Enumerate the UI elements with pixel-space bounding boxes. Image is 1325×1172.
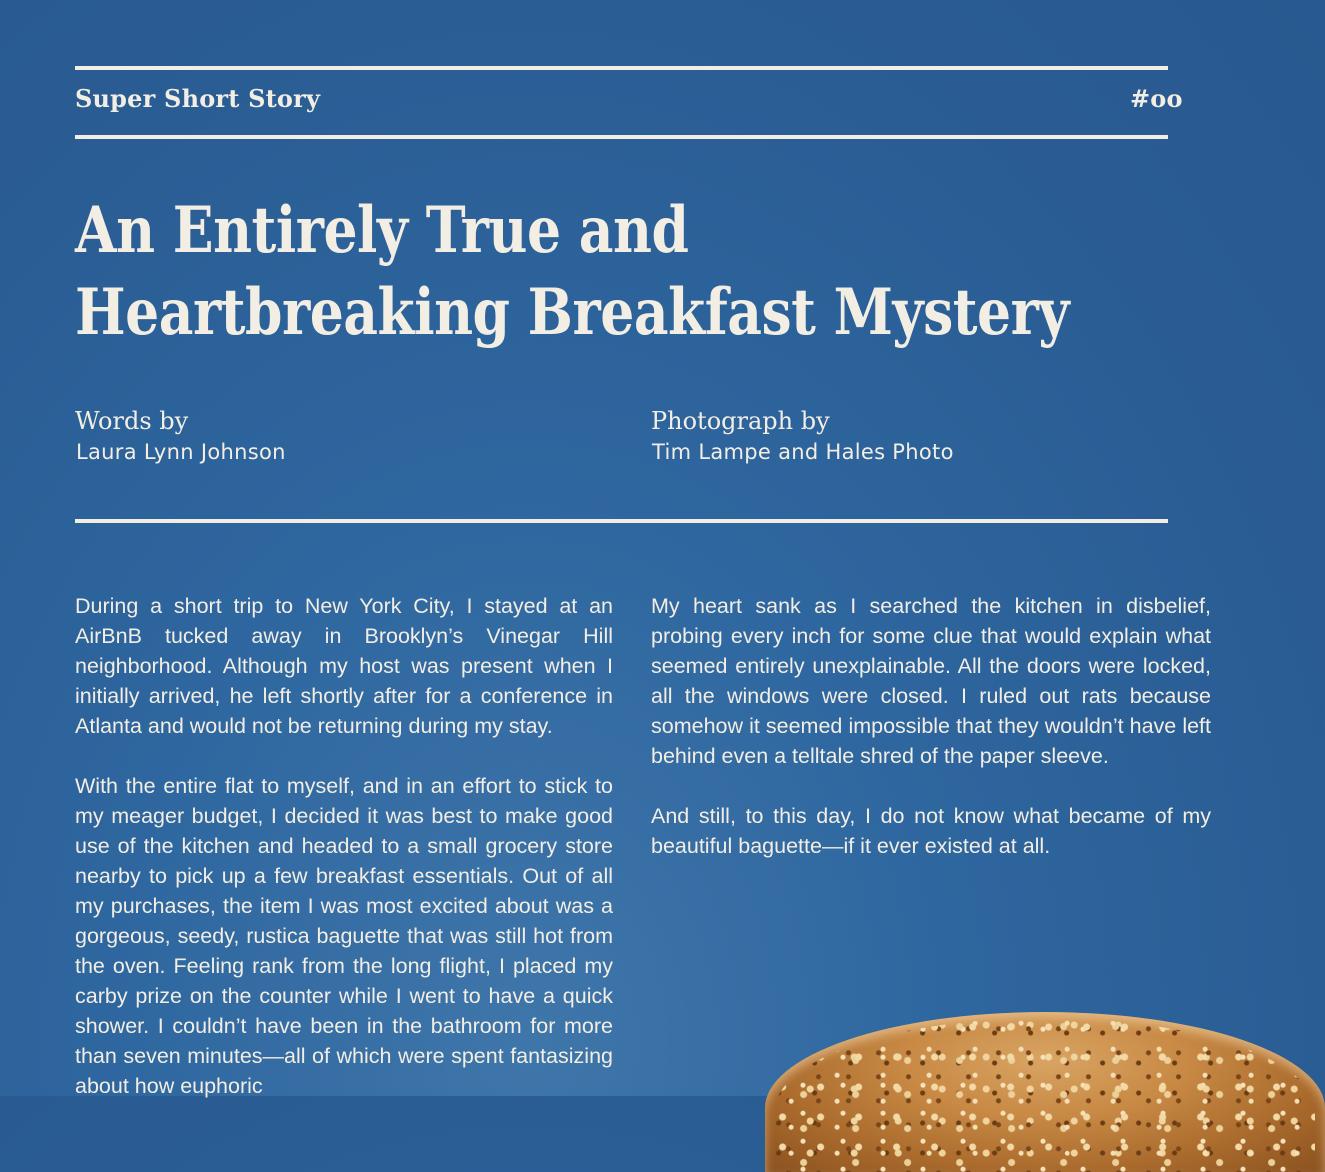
story-column-left bbox=[75, 591, 613, 1131]
title-line-2: Heartbreaking Breakfast Mystery bbox=[75, 275, 1070, 350]
section-label: Super Short Story bbox=[75, 84, 321, 113]
credits-bottom-rule bbox=[75, 519, 1168, 523]
words-by-label: Words by bbox=[75, 407, 189, 435]
paragraph: My heart sank as I searched the kitchen in disbelief, probing every inch for some clue that would explain what seemed entirely unexplainable. All the doors were locked, all the windows were closed. I ruled out rats because somehow it seemed impossible that they wouldn’t have left behind even a telltale shred of the paper sleeve. bbox=[651, 594, 1211, 768]
paragraph: During a short trip to New York City, I stayed at an AirBnB tucked away in Brooklyn’s Vinegar Hill neighborhood. Although my host was present when I initially arrived, he left shortly after for a conference in Atlanta and would not be returning during my stay. bbox=[75, 594, 613, 738]
top-rule bbox=[75, 66, 1168, 70]
header-bottom-rule bbox=[75, 135, 1168, 139]
story-column-right bbox=[651, 591, 1211, 891]
baguette-photo bbox=[765, 1012, 1325, 1172]
issue-tag: #oo bbox=[1130, 84, 1183, 113]
paragraph: And still, to this day, I do not know what became of my beautiful baguette—if it ever existed at all. bbox=[651, 804, 1211, 858]
photograph-by-label: Photograph by bbox=[651, 407, 830, 435]
title-line-1: An Entirely True and bbox=[75, 193, 689, 268]
page-title bbox=[75, 190, 1069, 354]
paragraph: With the entire flat to myself, and in an effort to stick to my meager budget, I decided it was best to make good use of the kitchen and headed to a small grocery store nearby to pick up a few breakfast essentials. Out of all my purchases, the item I was most excited about was a gorgeous, seedy, rustica baguette that was still hot from the oven. Feeling rank from the long flight, I placed my carby prize on the counter while I went to have a quick shower. I couldn’t have been in the bathroom for more than seven minutes—all of which were spent fantasizing about how euphoric bbox=[75, 774, 613, 1098]
author-name: Laura Lynn Johnson bbox=[76, 440, 286, 464]
photographer-name: Tim Lampe and Hales Photo bbox=[652, 440, 954, 464]
